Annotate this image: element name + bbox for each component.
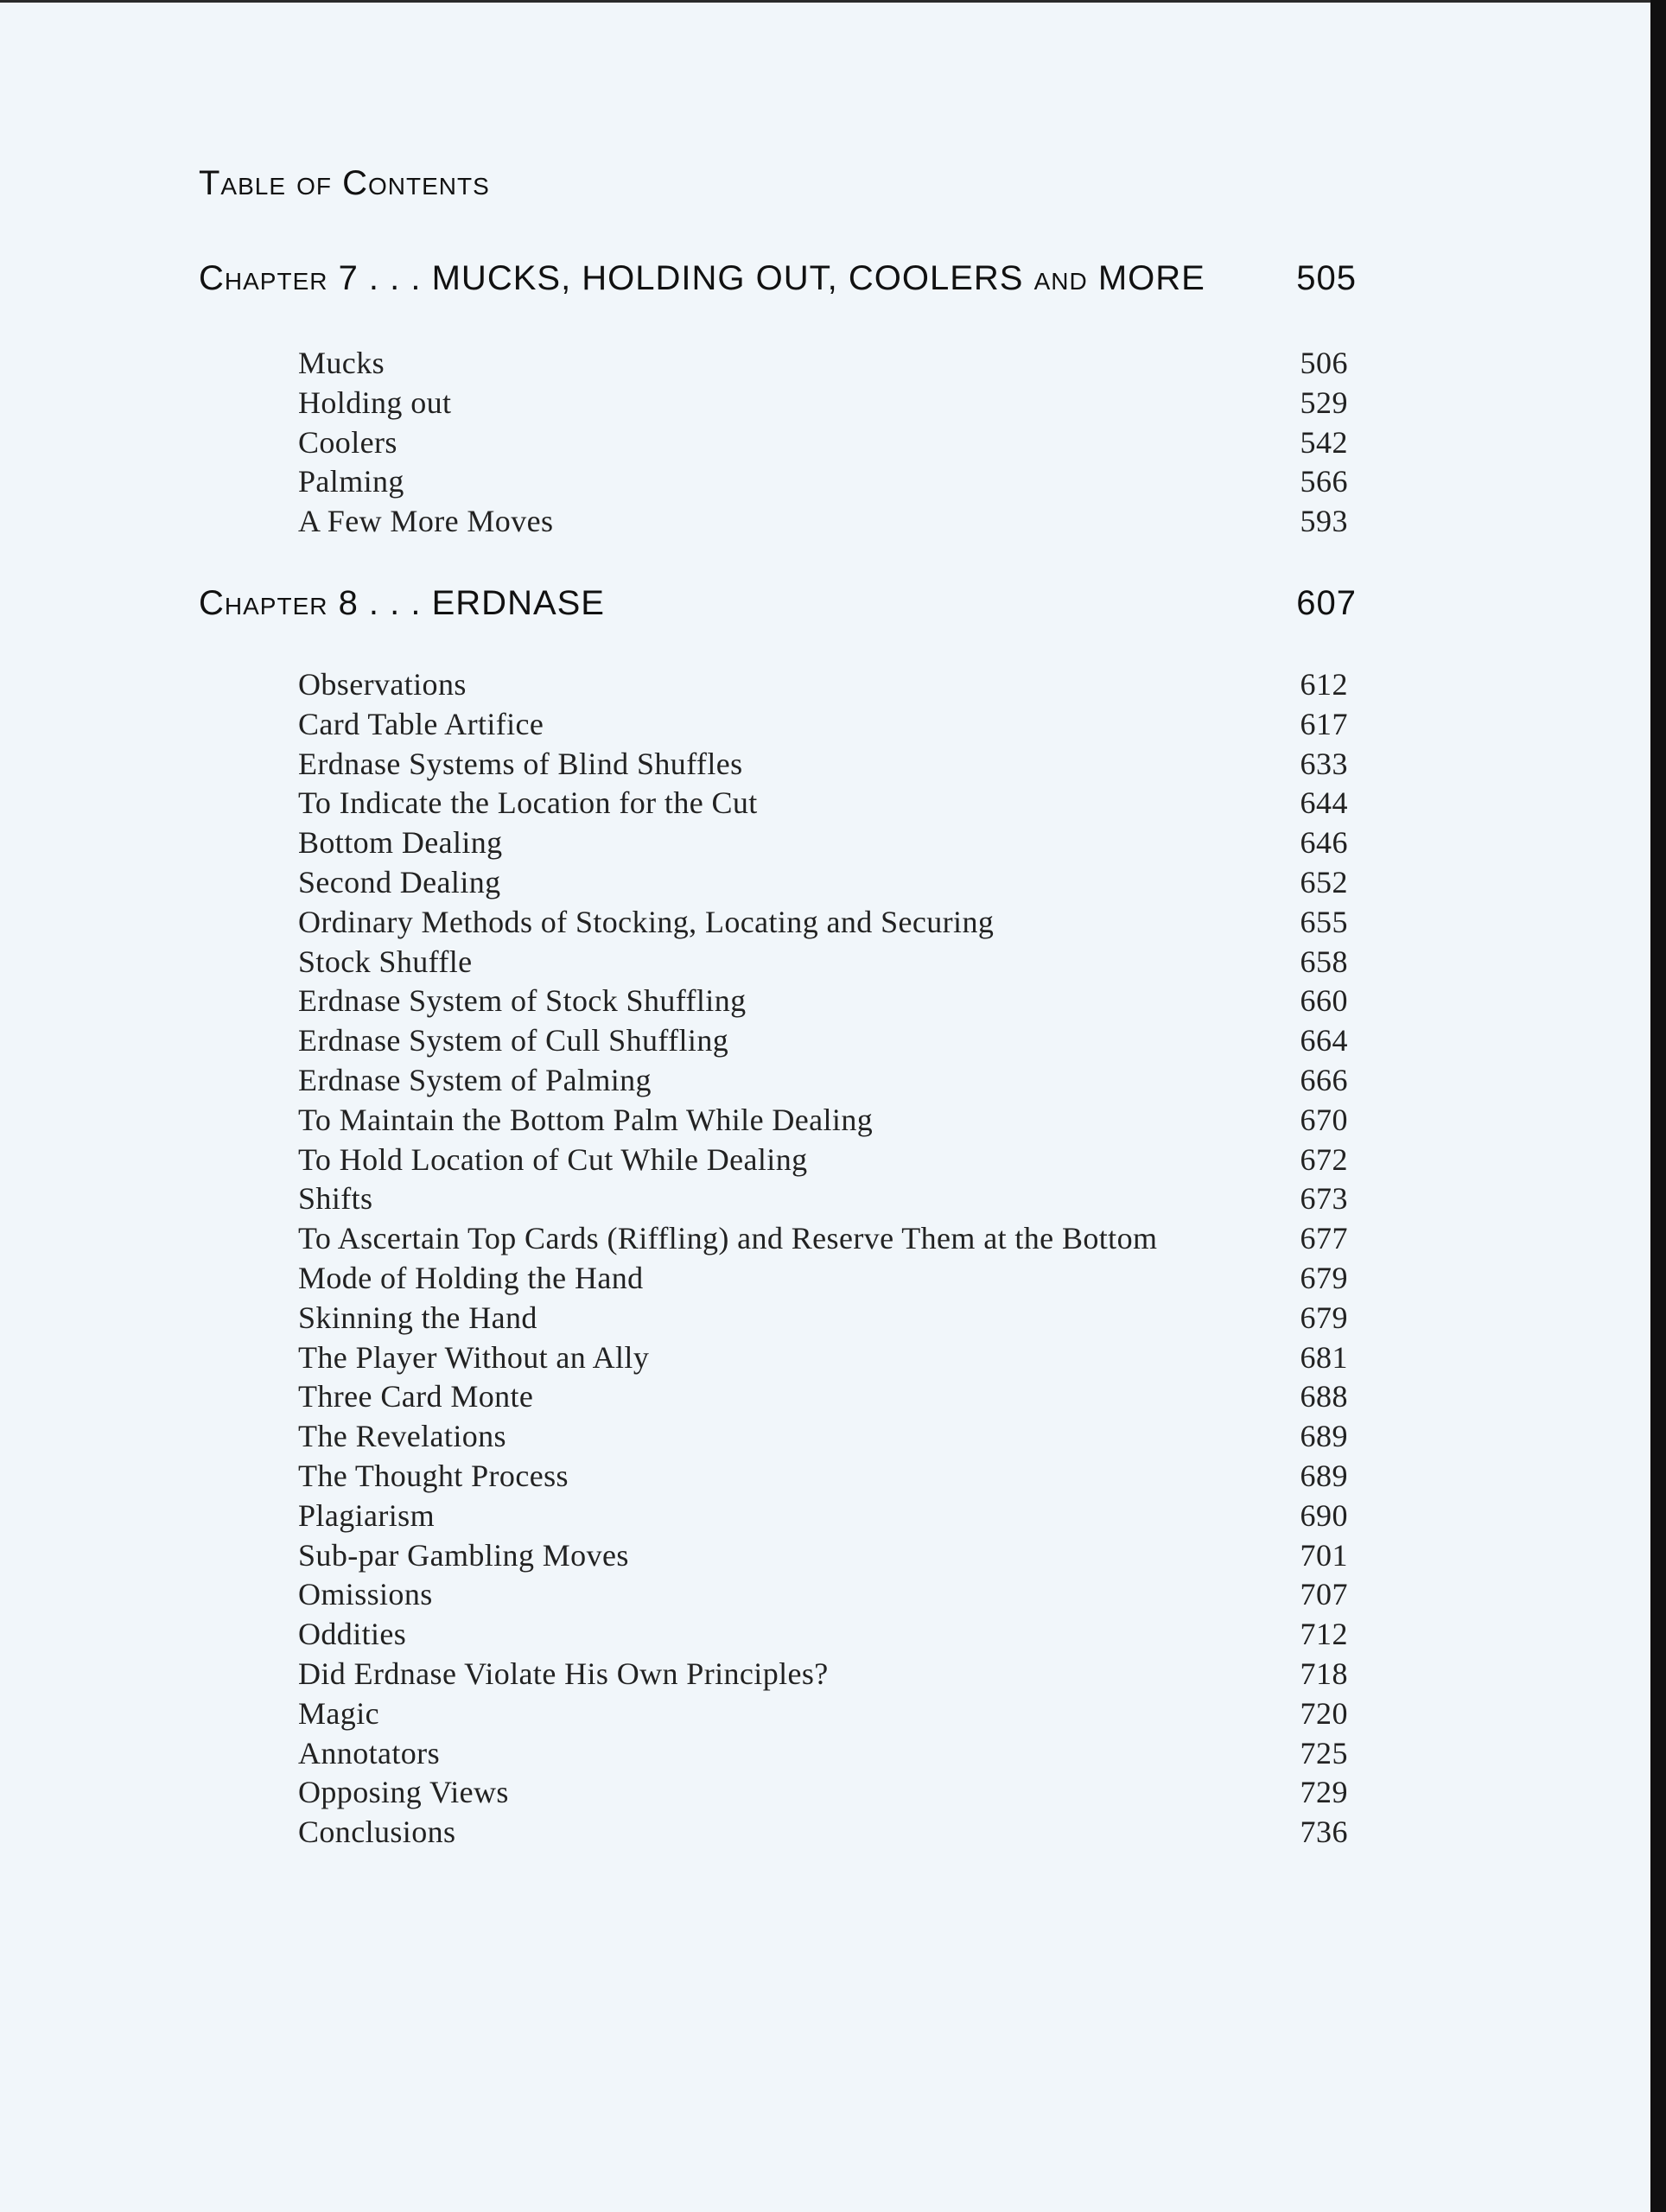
entry-page-number: 593 bbox=[1300, 504, 1348, 539]
entry-title: Shifts bbox=[298, 1181, 373, 1217]
entry-page-number: 542 bbox=[1300, 424, 1348, 460]
entry-page-number: 689 bbox=[1300, 1419, 1348, 1454]
entry-title: To Indicate the Location for the Cut bbox=[298, 785, 758, 821]
toc-entry bbox=[298, 1615, 1348, 1655]
toc-entry bbox=[298, 1299, 1348, 1338]
entry-page-number: 633 bbox=[1300, 746, 1348, 781]
entry-page-number: 664 bbox=[1300, 1023, 1348, 1058]
toc-entry bbox=[298, 384, 1348, 423]
toc-entry bbox=[298, 1259, 1348, 1299]
toc-entry bbox=[298, 1061, 1348, 1101]
entry-page-number: 658 bbox=[1300, 944, 1348, 979]
entry-title: Card Table Artifice bbox=[298, 706, 544, 741]
toc-entry bbox=[298, 823, 1348, 863]
entry-title: The Player Without an Ally bbox=[298, 1339, 650, 1375]
entry-page-number: 729 bbox=[1300, 1775, 1348, 1810]
entry-page-number: 652 bbox=[1300, 864, 1348, 899]
entry-title: Mucks bbox=[298, 346, 385, 380]
entry-title: Palming bbox=[298, 464, 404, 499]
entry-page-number: 617 bbox=[1300, 706, 1348, 741]
toc-entry bbox=[298, 1021, 1348, 1061]
toc-entry bbox=[298, 1338, 1348, 1378]
entry-title: Opposing Views bbox=[298, 1775, 509, 1810]
toc-entry bbox=[298, 1813, 1348, 1853]
toc-entry bbox=[298, 1575, 1348, 1615]
toc-entry bbox=[298, 982, 1348, 1021]
toc-entry bbox=[298, 1219, 1348, 1259]
toc-entry bbox=[298, 1179, 1348, 1219]
entry-page-number: 701 bbox=[1300, 1537, 1348, 1573]
entry-title: Three Card Monte bbox=[298, 1379, 534, 1414]
entry-title: A Few More Moves bbox=[298, 504, 554, 539]
entry-title: Coolers bbox=[298, 424, 397, 460]
toc-entry bbox=[298, 1377, 1348, 1417]
entry-title: The Thought Process bbox=[298, 1458, 569, 1493]
entry-title: The Revelations bbox=[298, 1419, 506, 1454]
toc-entry bbox=[298, 1457, 1348, 1497]
entry-title: Skinning the Hand bbox=[298, 1300, 537, 1335]
entry-page-number: 677 bbox=[1300, 1221, 1348, 1256]
entry-title: Sub-par Gambling Moves bbox=[298, 1537, 629, 1573]
chapter-8-entries bbox=[298, 665, 1348, 1853]
toc-entry bbox=[298, 1734, 1348, 1774]
toc-entry bbox=[298, 1101, 1348, 1141]
entry-page-number: 529 bbox=[1300, 385, 1348, 420]
chapter-page-number: 505 bbox=[1296, 259, 1357, 297]
entry-title: Magic bbox=[298, 1695, 379, 1731]
entry-title: Second Dealing bbox=[298, 864, 501, 899]
toc-entry bbox=[298, 1536, 1348, 1576]
page-right-edge bbox=[1650, 0, 1666, 2212]
entry-title: Ordinary Methods of Stocking, Locating and Securing bbox=[298, 904, 995, 939]
entry-page-number: 673 bbox=[1300, 1181, 1348, 1217]
entry-title: Holding out bbox=[298, 385, 452, 420]
entry-page-number: 646 bbox=[1300, 825, 1348, 861]
entry-page-number: 718 bbox=[1300, 1656, 1348, 1691]
entry-page-number: 720 bbox=[1300, 1695, 1348, 1731]
entry-title: Omissions bbox=[298, 1577, 433, 1612]
entry-title: Erdnase System of Stock Shuffling bbox=[298, 983, 747, 1019]
toc-entry bbox=[298, 1655, 1348, 1694]
toc-entry bbox=[298, 502, 1348, 542]
toc-entry bbox=[298, 1141, 1348, 1180]
toc-entry bbox=[298, 462, 1348, 502]
toc-entry bbox=[298, 745, 1348, 785]
entry-page-number: 679 bbox=[1300, 1260, 1348, 1295]
entry-page-number: 689 bbox=[1300, 1458, 1348, 1493]
entry-title: Annotators bbox=[298, 1735, 440, 1770]
entry-title: To Maintain the Bottom Palm While Dealing bbox=[298, 1102, 874, 1137]
entry-page-number: 736 bbox=[1300, 1815, 1348, 1850]
entry-title: Erdnase System of Palming bbox=[298, 1062, 652, 1097]
entry-title: Erdnase System of Cull Shuffling bbox=[298, 1023, 729, 1058]
entry-title: Plagiarism bbox=[298, 1497, 435, 1533]
entry-page-number: 660 bbox=[1300, 983, 1348, 1019]
entry-title: Conclusions bbox=[298, 1815, 456, 1850]
toc-entry bbox=[298, 784, 1348, 823]
entry-title: Stock Shuffle bbox=[298, 944, 473, 979]
entry-page-number: 681 bbox=[1300, 1339, 1348, 1375]
entry-title: To Ascertain Top Cards (Riffling) and Reserve Them at the Bottom bbox=[298, 1221, 1158, 1256]
toc-entry bbox=[298, 344, 1348, 384]
entry-title: Oddities bbox=[298, 1617, 407, 1652]
chapter-label: Chapter 8 . . . ERDNASE bbox=[199, 584, 605, 622]
entry-page-number: 506 bbox=[1300, 346, 1348, 380]
toc-entry bbox=[298, 705, 1348, 745]
toc-entry bbox=[298, 665, 1348, 705]
entry-title: Mode of Holding the Hand bbox=[298, 1260, 644, 1295]
entry-page-number: 707 bbox=[1300, 1577, 1348, 1612]
entry-page-number: 712 bbox=[1300, 1617, 1348, 1652]
entry-page-number: 690 bbox=[1300, 1497, 1348, 1533]
chapter-page-number: 607 bbox=[1296, 584, 1357, 622]
entry-page-number: 666 bbox=[1300, 1062, 1348, 1097]
toc-entry bbox=[298, 1497, 1348, 1536]
entry-page-number: 679 bbox=[1300, 1300, 1348, 1335]
entry-title: To Hold Location of Cut While Dealing bbox=[298, 1141, 808, 1177]
entry-title: Observations bbox=[298, 667, 467, 702]
entry-page-number: 670 bbox=[1300, 1102, 1348, 1137]
toc-entry bbox=[298, 943, 1348, 982]
entry-title: Did Erdnase Violate His Own Principles? bbox=[298, 1656, 829, 1691]
toc-entry bbox=[298, 863, 1348, 903]
entry-page-number: 655 bbox=[1300, 904, 1348, 939]
entry-page-number: 672 bbox=[1300, 1141, 1348, 1177]
entry-page-number: 644 bbox=[1300, 785, 1348, 821]
entry-page-number: 688 bbox=[1300, 1379, 1348, 1414]
toc-entry bbox=[298, 903, 1348, 943]
toc-entry bbox=[298, 1694, 1348, 1734]
entry-title: Erdnase Systems of Blind Shuffles bbox=[298, 746, 743, 781]
chapter-label: Chapter 7 . . . MUCKS, HOLDING OUT, COOLERS and MORE bbox=[199, 259, 1205, 297]
entry-title: Bottom Dealing bbox=[298, 825, 503, 861]
entry-page-number: 566 bbox=[1300, 464, 1348, 499]
entry-page-number: 725 bbox=[1300, 1735, 1348, 1770]
chapter-7-entries bbox=[298, 344, 1348, 542]
entry-page-number: 612 bbox=[1300, 667, 1348, 702]
page-title: Table of Contents bbox=[199, 164, 490, 202]
toc-entry bbox=[298, 1773, 1348, 1813]
toc-entry bbox=[298, 1417, 1348, 1457]
page-top-edge bbox=[0, 0, 1666, 3]
toc-entry bbox=[298, 423, 1348, 463]
